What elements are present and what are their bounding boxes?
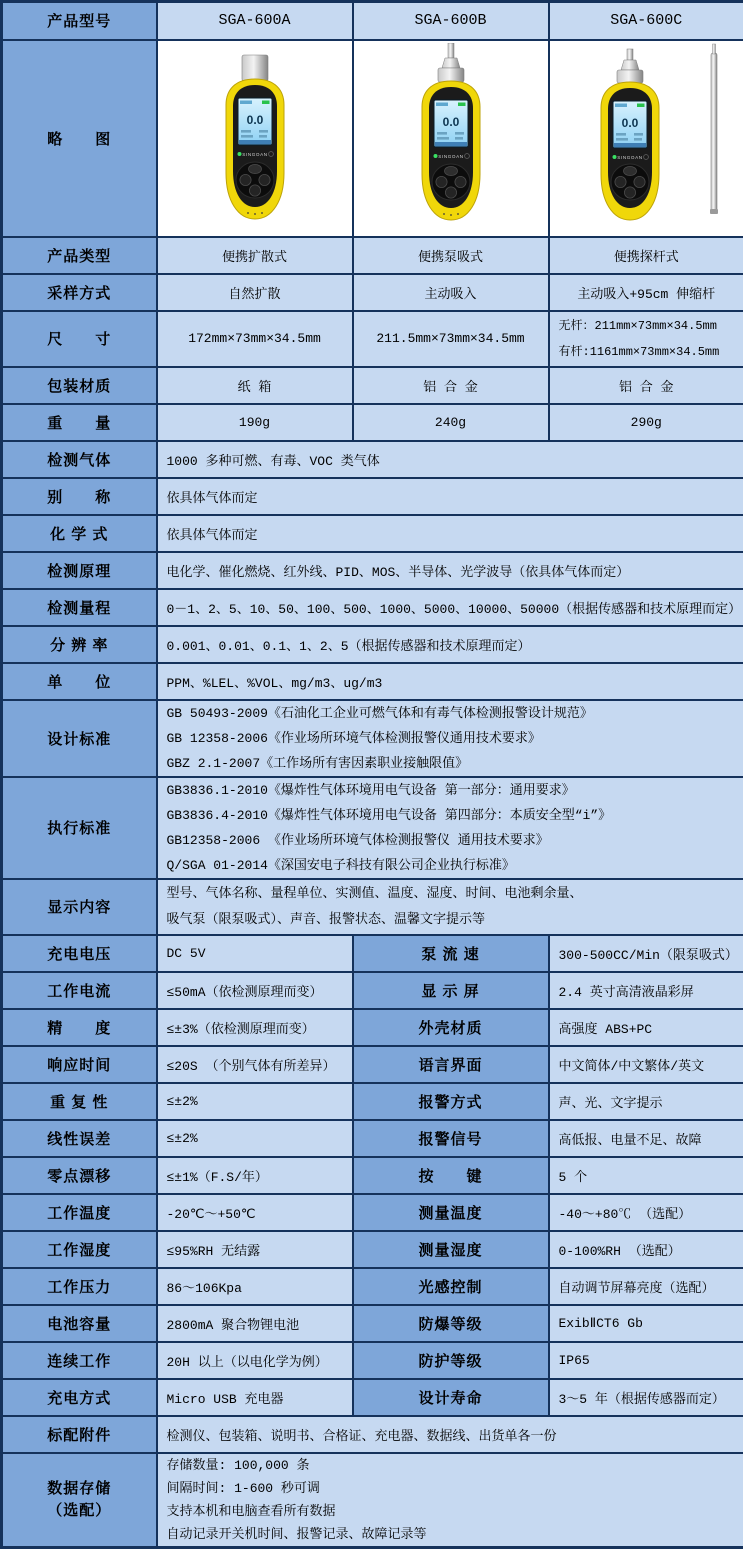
- data-storage-line: 支持本机和电脑查看所有数据: [167, 1500, 740, 1523]
- label-resolution: 分 辨 率: [2, 626, 157, 663]
- label-zero-drift: 零点漂移: [2, 1157, 157, 1194]
- value-weight-b: 240g: [353, 404, 549, 441]
- label-standard-accessories: 标配附件: [2, 1416, 157, 1453]
- value-response-time: ≤20S （个别气体有所差异）: [157, 1046, 353, 1083]
- value-unit: PPM、%LEL、%VOL、mg/m3、ug/m3: [157, 663, 743, 700]
- label-detected-gas: 检测气体: [2, 441, 157, 478]
- device-led: [433, 154, 437, 158]
- pump-probe: [448, 43, 454, 58]
- label-dimensions: 尺 寸: [2, 311, 157, 367]
- label-repeatability: 重 复 性: [2, 1083, 157, 1120]
- value-accuracy: ≤±3%（依检测原理而变）: [157, 1009, 353, 1046]
- device-screen-reading: 0.0: [246, 113, 263, 127]
- display-content-line: 型号、气体名称、量程单位、实测值、温度、湿度、时间、电池剩余量、: [167, 881, 740, 907]
- data-storage-line: 存储数量: 100,000 条: [167, 1454, 740, 1477]
- design-standard-line: GB 12358-2006《作业场所环境气体检测报警仪通用技术要求》: [167, 726, 740, 751]
- value-alarm-signal: 高低报、电量不足、故障: [549, 1120, 743, 1157]
- label-pump-flow-rate: 泵 流 速: [353, 935, 549, 972]
- value-standard-accessories: 检测仪、包装箱、说明书、合格证、充电器、数据线、出货单各一份: [157, 1416, 743, 1453]
- label-charging-method: 充电方式: [2, 1379, 157, 1416]
- label-battery-capacity: 电池容量: [2, 1305, 157, 1342]
- value-linearity-error: ≤±2%: [157, 1120, 353, 1157]
- design-standard-line: GBZ 2.1-2007《工作场所有害因素职业接触限值》: [167, 751, 740, 776]
- label-explosion-proof-grade: 防爆等级: [353, 1305, 549, 1342]
- device-photo-sga-600c: [549, 40, 743, 237]
- label-detection-principle: 检测原理: [2, 552, 157, 589]
- label-protection-grade: 防护等级: [353, 1342, 549, 1379]
- execution-standard-line: Q/SGA 01-2014《深国安电子科技有限公司企业执行标准》: [167, 853, 740, 878]
- value-data-storage: [157, 1453, 743, 1548]
- model-sga-600b: SGA-600B: [353, 2, 549, 40]
- label-alarm-mode: 报警方式: [353, 1083, 549, 1120]
- label-product-type: 产品类型: [2, 237, 157, 274]
- device-led: [613, 155, 617, 159]
- label-unit: 单 位: [2, 663, 157, 700]
- label-sampling-method: 采样方式: [2, 274, 157, 311]
- device-photo-sga-600a: [157, 40, 353, 237]
- label-working-temperature: 工作温度: [2, 1194, 157, 1231]
- value-continuous-working: 20H 以上（以电化学为例）: [157, 1342, 353, 1379]
- execution-standard-line: GB3836.1-2010《爆炸性气体环境用电气设备 第一部分：通用要求》: [167, 778, 740, 803]
- device-screen-reading: 0.0: [442, 115, 459, 129]
- value-shell-material: 高强度 ABS+PC: [549, 1009, 743, 1046]
- value-measuring-temperature: -40～+80℃ （选配）: [549, 1194, 743, 1231]
- dimensions-c-without-rod: 无杆：211mm×73mm×34.5mm: [559, 313, 740, 339]
- value-working-pressure: 86～106Kpa: [157, 1268, 353, 1305]
- header-row: [2, 2, 743, 40]
- label-response-time: 响应时间: [2, 1046, 157, 1083]
- value-light-sensing-control: 自动调节屏幕亮度（选配）: [549, 1268, 743, 1305]
- display-content-line: 吸气泵（限泵吸式）、声音、报警状态、温馨文字提示等: [167, 907, 740, 933]
- pump-probe: [627, 49, 633, 60]
- data-storage-line: 自动记录开关机时间、报警记录、故障记录等: [167, 1523, 740, 1546]
- label-design-standard: 设计标准: [2, 700, 157, 777]
- value-design-standard: [157, 700, 743, 777]
- value-packaging-c: 铝 合 金: [549, 367, 743, 404]
- label-design-life: 设计寿命: [353, 1379, 549, 1416]
- gas-detector-diffusion-image: [162, 43, 348, 233]
- label-language-interface: 语言界面: [353, 1046, 549, 1083]
- value-chemical-formula: 依具体气体而定: [157, 515, 743, 552]
- value-weight-c: 290g: [549, 404, 743, 441]
- data-storage-line: 间隔时间: 1-600 秒可调: [167, 1477, 740, 1500]
- label-execution-standard: 执行标准: [2, 777, 157, 879]
- label-working-current: 工作电流: [2, 972, 157, 1009]
- value-dimensions-c: [549, 311, 743, 367]
- value-alias: 依具体气体而定: [157, 478, 743, 515]
- value-detected-gas: 1000 多种可燃、有毒、VOC 类气体: [157, 441, 743, 478]
- value-charging-voltage: DC 5V: [157, 935, 353, 972]
- label-linearity-error: 线性误差: [2, 1120, 157, 1157]
- model-sga-600a: SGA-600A: [157, 2, 353, 40]
- label-sketch: 略 图: [2, 40, 157, 237]
- value-resolution: 0.001、0.01、0.1、1、2、5（根据传感器和技术原理而定）: [157, 626, 743, 663]
- label-light-sensing-control: 光感控制: [353, 1268, 549, 1305]
- label-working-humidity: 工作湿度: [2, 1231, 157, 1268]
- dimensions-c-with-rod: 有杆:1161mm×73mm×34.5mm: [559, 339, 740, 365]
- value-detection-range: 0－1、2、5、10、50、100、500、1000、5000、10000、50000（根据传感器和技术原理而定）: [157, 589, 743, 626]
- label-continuous-working: 连续工作: [2, 1342, 157, 1379]
- value-repeatability: ≤±2%: [157, 1083, 353, 1120]
- value-language-interface: 中文简体/中文繁体/英文: [549, 1046, 743, 1083]
- device-photo-sga-600b: [353, 40, 549, 237]
- value-working-temperature: -20℃～+50℃: [157, 1194, 353, 1231]
- value-sampling-c: 主动吸入+95cm 伸缩杆: [549, 274, 743, 311]
- label-accuracy: 精 度: [2, 1009, 157, 1046]
- label-display-screen: 显 示 屏: [353, 972, 549, 1009]
- value-execution-standard: [157, 777, 743, 879]
- value-design-life: 3～5 年（根据传感器而定）: [549, 1379, 743, 1416]
- label-packaging-material: 包装材质: [2, 367, 157, 404]
- value-protection-grade: IP65: [549, 1342, 743, 1379]
- label-charging-voltage: 充电电压: [2, 935, 157, 972]
- label-alias: 别 称: [2, 478, 157, 515]
- execution-standard-line: GB12358-2006 《作业场所环境气体检测报警仪 通用技术要求》: [167, 828, 740, 853]
- value-alarm-mode: 声、光、文字提示: [549, 1083, 743, 1120]
- value-product-type-c: 便携探杆式: [549, 237, 743, 274]
- label-product-model: 产品型号: [2, 2, 157, 40]
- label-working-pressure: 工作压力: [2, 1268, 157, 1305]
- value-working-current: ≤50mA（依检测原理而变）: [157, 972, 353, 1009]
- label-display-content: 显示内容: [2, 879, 157, 935]
- sketch-row: [2, 40, 743, 237]
- value-packaging-a: 纸 箱: [157, 367, 353, 404]
- design-standard-line: GB 50493-2009《石油化工企业可燃气体和有毒气体检测报警设计规范》: [167, 701, 740, 726]
- value-dimensions-a: 172mm×73mm×34.5mm: [157, 311, 353, 367]
- value-detection-principle: 电化学、催化燃烧、红外线、PID、MOS、半导体、光学波导（依具体气体而定）: [157, 552, 743, 589]
- label-alarm-signal: 报警信号: [353, 1120, 549, 1157]
- device-brand-label: SINGOAN: [438, 154, 463, 159]
- telescopic-rod: [711, 53, 717, 213]
- value-measuring-humidity: 0-100%RH （选配）: [549, 1231, 743, 1268]
- data-storage-label-line2: （选配）: [4, 1500, 155, 1522]
- value-display-screen: 2.4 英寸高清液晶彩屏: [549, 972, 743, 1009]
- value-working-humidity: ≤95%RH 无结露: [157, 1231, 353, 1268]
- device-brand-label: SINGOAN: [242, 152, 267, 157]
- device-brand-label: SINGOAN: [618, 155, 643, 160]
- device-led: [237, 152, 241, 156]
- value-sampling-a: 自然扩散: [157, 274, 353, 311]
- label-measuring-temperature: 测量温度: [353, 1194, 549, 1231]
- value-battery-capacity: 2800mA 聚合物锂电池: [157, 1305, 353, 1342]
- value-product-type-b: 便携泵吸式: [353, 237, 549, 274]
- value-explosion-proof-grade: ExibⅡCT6 Gb: [549, 1305, 743, 1342]
- value-charging-method: Micro USB 充电器: [157, 1379, 353, 1416]
- data-storage-label-line1: 数据存储: [4, 1478, 155, 1500]
- gas-detector-pump-image: [358, 43, 544, 233]
- value-display-content: [157, 879, 743, 935]
- value-weight-a: 190g: [157, 404, 353, 441]
- label-detection-range: 检测量程: [2, 589, 157, 626]
- device-screen-reading: 0.0: [622, 116, 639, 130]
- execution-standard-line: GB3836.4-2010《爆炸性气体环境用电气设备 第四部分：本质安全型“i”》: [167, 803, 740, 828]
- value-zero-drift: ≤±1%（F.S/年）: [157, 1157, 353, 1194]
- value-sampling-b: 主动吸入: [353, 274, 549, 311]
- label-buttons: 按 键: [353, 1157, 549, 1194]
- value-product-type-a: 便携扩散式: [157, 237, 353, 274]
- value-packaging-b: 铝 合 金: [353, 367, 549, 404]
- label-measuring-humidity: 测量湿度: [353, 1231, 549, 1268]
- label-weight: 重 量: [2, 404, 157, 441]
- model-sga-600c: SGA-600C: [549, 2, 743, 40]
- value-buttons: 5 个: [549, 1157, 743, 1194]
- label-shell-material: 外壳材质: [353, 1009, 549, 1046]
- value-pump-flow-rate: 300-500CC/Min（限泵吸式）: [549, 935, 743, 972]
- label-chemical-formula: 化 学 式: [2, 515, 157, 552]
- value-dimensions-b: 211.5mm×73mm×34.5mm: [353, 311, 549, 367]
- gas-detector-probe-rod-image: [553, 43, 739, 233]
- label-data-storage: [2, 1453, 157, 1548]
